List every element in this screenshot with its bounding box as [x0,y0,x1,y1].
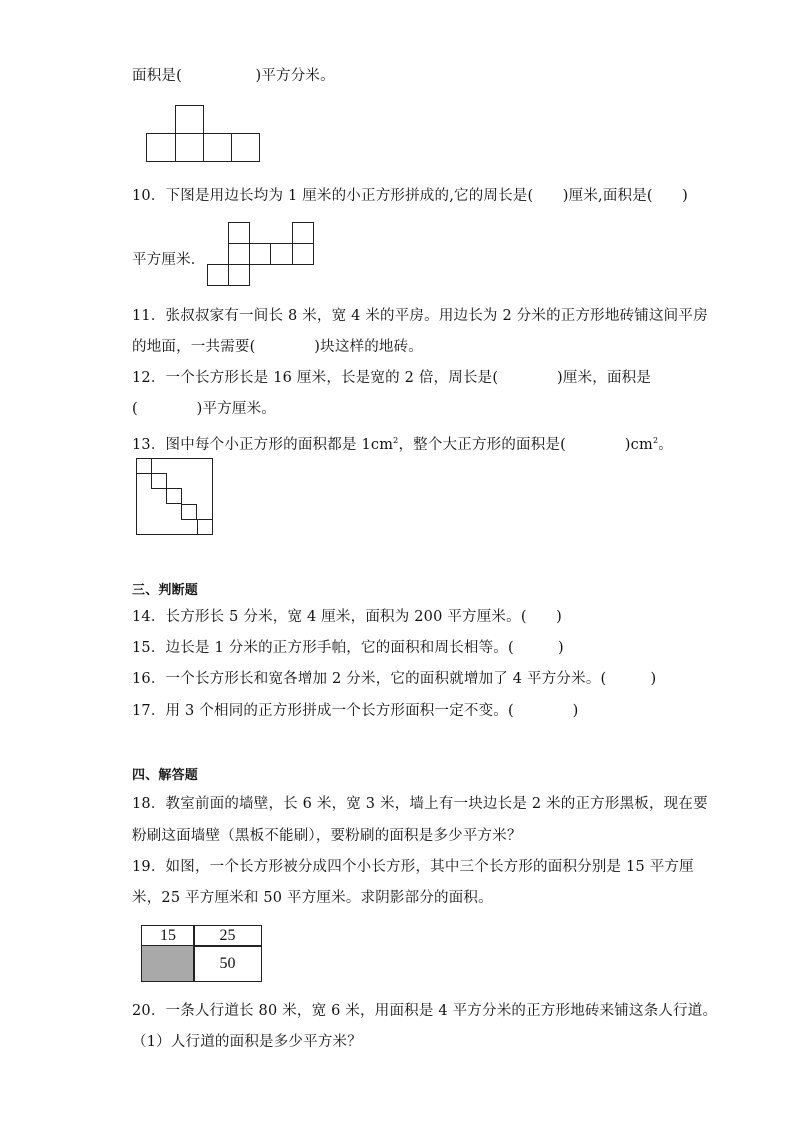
q13-small-square [151,473,167,489]
q13-prefix: 13．图中每个小正方形的面积都是 1cm [132,436,394,453]
q9-square [175,105,204,134]
q13-small-square [166,488,182,504]
q19-line1: 19．如图，一个长方形被分成四个小长方形，其中三个长方形的面积分别是 15 平方厘 [132,859,694,875]
q10-line1: 10．下图是用边长均为 1 厘米的小正方形拼成的,它的周长是( )厘米,面积是( ) [132,188,689,204]
q18-line2: 粉刷这面墙壁（黑板不能刷），要粉刷的面积是多少平方米？ [132,828,522,844]
q13-small-square [136,458,152,474]
q13-small-square [197,519,213,535]
q10-square [228,243,250,265]
q17-text: 17．用 3 个相同的正方形拼成一个长方形面积一定不变。( ) [132,703,579,719]
q12-line1: 12．一个长方形长是 16 厘米，长是宽的 2 倍，周长是( )厘米，面积是 [132,370,652,386]
q13-text [132,431,673,455]
q9-square [146,133,176,162]
q11-line2: 的地面，一共需要( )块这样的地砖。 [132,339,424,355]
q11-line1: 11．张叔叔家有一间长 8 米，宽 4 米的平房。用边长为 2 分米的正方形地砖铺这间平房 [132,308,708,324]
q13-sup-2: 2 [652,436,659,445]
q9-square [231,133,260,162]
q13-mid: ，整个大正方形的面积是( )cm [398,436,653,453]
q14-text: 14．长方形长 5 分米，宽 4 厘米，面积为 200 平方厘米。( ) [132,609,562,625]
q18-line1: 18．教室前面的墙壁，长 6 米，宽 3 米，墙上有一块边长是 2 米的正方形黑板，现在要 [132,796,708,812]
q19-cell-15: 15 [141,925,195,947]
q19-cell-50: 50 [193,945,262,982]
q15-text: 15．边长是 1 分米的正方形手帕，它的面积和周长相等。( ) [132,640,564,656]
q19-cell-25: 25 [193,925,262,947]
q10-line2: 平方厘米． [132,252,206,268]
q19-line2: 米，25 平方厘米和 50 平方厘米。求阴影部分的面积。 [132,890,493,906]
q10-square [228,222,250,244]
q10-square [292,222,314,244]
q13-end: 。 [658,436,673,453]
q10-square [228,264,250,286]
section-heading-judgement: 三、判断题 [132,583,199,598]
q9-square [175,133,204,162]
q13-small-square [181,504,197,520]
q10-square [249,243,271,265]
q12-line2: ( )平方厘米。 [132,401,277,417]
q9-tail-text: 面积是( )平方分米。 [132,68,335,84]
q13-sup-1: 2 [393,436,399,445]
q20-sub1: （1）人行道的面积是多少平方米？ [132,1034,362,1050]
q16-text: 16．一个长方形长和宽各增加 2 分米，它的面积就增加了 4 平方分米。( ) [132,671,657,687]
q10-square [207,264,229,286]
section-heading-answers: 四、解答题 [132,768,199,783]
q9-square [203,133,232,162]
q10-square [270,243,293,265]
q20-line1: 20．一条人行道长 80 米，宽 6 米，用面积是 4 平方分米的正方形地砖来铺这条人行道。 [132,1003,718,1019]
q19-cell-shaded [141,945,195,982]
q10-square [292,243,314,265]
